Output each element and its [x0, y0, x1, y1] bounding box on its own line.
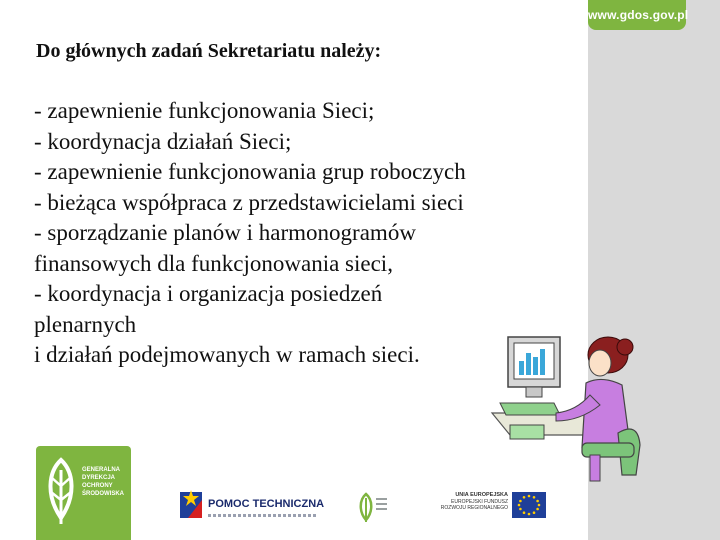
slide-title: Do głównych zadań Sekretariatu należy: — [36, 40, 382, 62]
task-line: - zapewnienie funkcjonowania grup roboczych — [34, 159, 466, 184]
eu-logo-text — [434, 492, 508, 512]
leaf-icon — [356, 492, 388, 522]
woman-at-computer-illustration — [490, 325, 650, 485]
gdos-logo-text — [82, 466, 128, 498]
pomoc-techniczna-subline — [208, 514, 318, 517]
task-line: - koordynacja działań Sieci; — [34, 128, 292, 154]
task-line: - sporządzanie planów i harmonogramów — [34, 220, 416, 245]
website-url-badge[interactable]: www.gdos.gov.pl — [588, 0, 686, 30]
task-line: - zapewnienie funkcjonowania Sieci; — [34, 98, 375, 123]
pomoc-techniczna-logo — [178, 484, 325, 524]
gdos-logo — [36, 446, 131, 540]
leaf-icon — [42, 456, 80, 526]
task-line: i działań podejmowanych w ramach sieci. — [34, 342, 420, 367]
eu-flag-icon — [512, 492, 546, 518]
eu-fund-line: ROZWOJU REGIONALNEGO — [440, 505, 508, 511]
gdos-logo-line: ŚRODOWISKA — [82, 491, 124, 497]
eu-logo — [434, 492, 548, 522]
pomoc-techniczna-label: POMOC TECHNICZNA — [208, 498, 325, 510]
gdos-logo-line: DYREKCJA — [82, 475, 116, 481]
gdos-logo-line: OCHRONY — [82, 483, 113, 489]
task-line: plenarnych — [34, 311, 137, 337]
eu-fund-line: EUROPEJSKI FUNDUSZ — [451, 498, 508, 505]
task-line: - bieżąca współpraca z przedstawicielami sieci — [34, 189, 464, 215]
eu-title: UNIA EUROPEJSKA — [455, 492, 508, 498]
task-line: finansowych dla funkcjonowania sieci, — [34, 250, 393, 276]
star-flag-icon — [178, 488, 204, 522]
task-line: - koordynacja i organizacja posiedzeń — [34, 281, 383, 306]
gdos-logo-line: GENERALNA — [82, 467, 121, 473]
